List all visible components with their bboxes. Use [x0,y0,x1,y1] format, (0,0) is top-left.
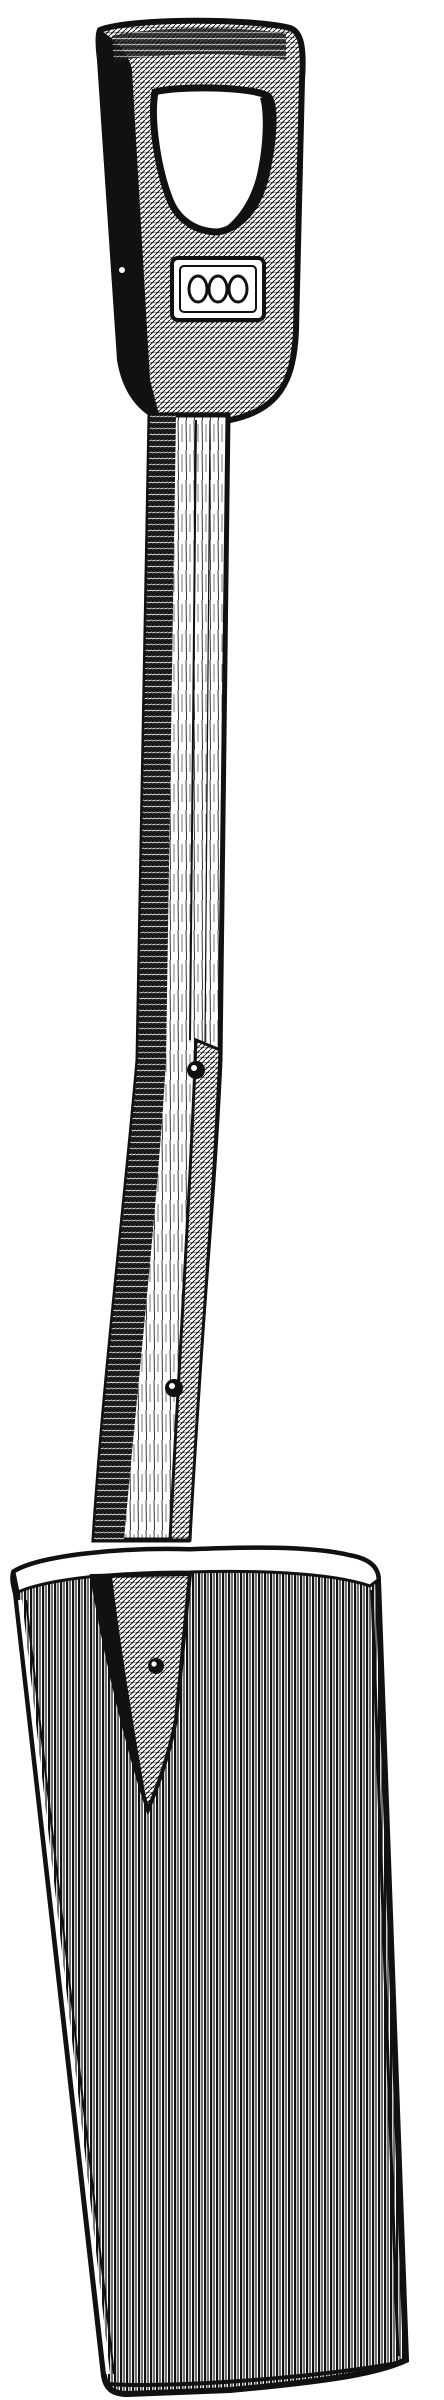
shaft [94,415,228,1540]
blade [13,1548,406,2394]
maker-stamp [172,258,264,320]
blade-body [13,1548,406,2394]
socket-rivet [148,1658,164,1674]
handle-opening [153,88,273,232]
d-handle [99,21,303,420]
